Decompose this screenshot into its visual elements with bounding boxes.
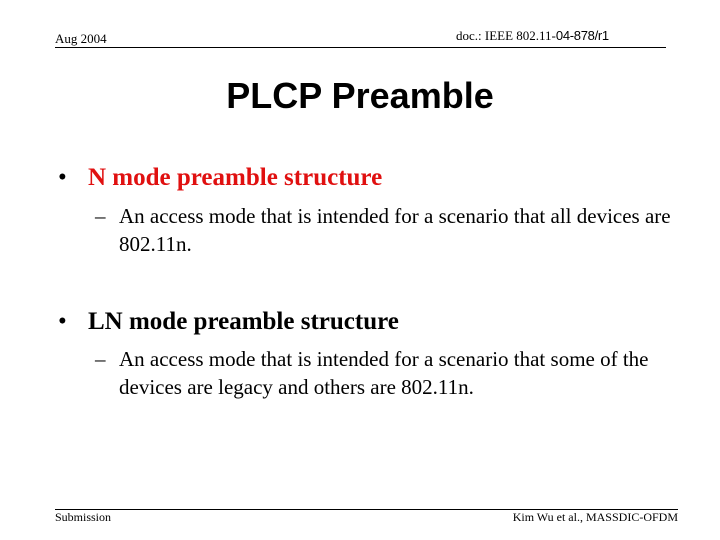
bullet-text: N mode preamble structure <box>88 164 383 191</box>
header-rule <box>55 47 666 48</box>
footer-submission: Submission <box>55 510 112 524</box>
header-doc-number: 04-878/r1 <box>555 28 609 43</box>
footer-authors: Kim Wu et al., MASSDIC-OFDM <box>512 510 678 524</box>
slide-title: PLCP Preamble <box>226 75 494 116</box>
header-date: Aug 2004 <box>55 31 107 46</box>
bullet-n-mode <box>58 163 382 193</box>
bullet-marker: • <box>58 308 67 335</box>
sub-bullet-marker: – <box>95 347 106 371</box>
header-doc-id <box>456 28 609 44</box>
bullet-text: LN mode preamble structure <box>88 308 399 335</box>
bullet-marker: • <box>58 164 67 191</box>
sub-bullet-marker: – <box>95 204 106 228</box>
bullet-ln-mode <box>58 307 399 337</box>
sub-bullet-n-mode <box>95 202 675 258</box>
sub-bullet-text: An access mode that is intended for a scenario that all devices are 802.11n. <box>119 204 671 256</box>
sub-bullet-text: An access mode that is intended for a scenario that some of the devices are legacy and others are 802.11n. <box>119 347 649 399</box>
header-doc-prefix: doc.: IEEE 802.11- <box>456 28 556 43</box>
sub-bullet-ln-mode <box>95 345 675 401</box>
